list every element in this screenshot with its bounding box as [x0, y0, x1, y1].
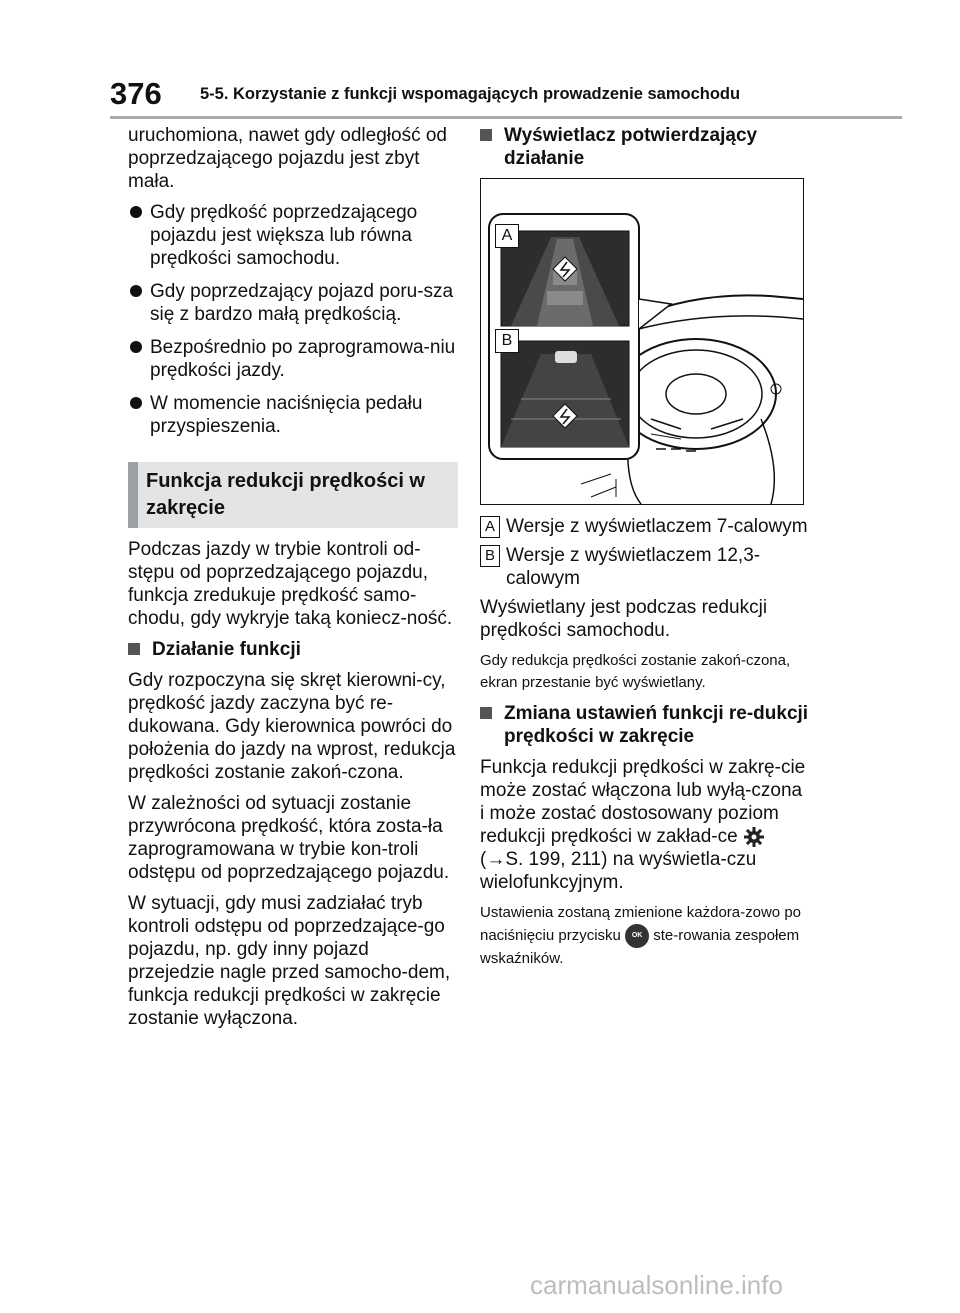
- bullet-item: Gdy prędkość poprzedzającego pojazdu jest większa lub równa prędkości samochodu.: [128, 201, 458, 270]
- subheading: Zmiana ustawień funkcji re-dukcji prędkości w zakręcie: [480, 702, 810, 748]
- note-text: Ustawienia zostaną zmienione każdora-zowo po naciśnięciu przycisku OK ste-rowania zespołem wskaźników.: [480, 904, 802, 967]
- paragraph: Podczas jazdy w trybie kontroli od-stępu od poprzedzającego pojazdu, funkcja zredukuje prędkość samo-chodu, gdy wykryje taką koniecz-ność.: [128, 539, 453, 629]
- section-title: 5-5. Korzystanie z funkcji wspomagających prowadzenie samochodu: [200, 85, 741, 103]
- intro-text: uruchomiona, nawet gdy odległość od poprzedzającego pojazdu jest zbyt mała.: [128, 125, 447, 192]
- bullet-dot-icon: [130, 285, 142, 297]
- label-box: B: [480, 545, 500, 567]
- square-bullet-icon: [480, 129, 492, 141]
- ok-button-icon: OK: [625, 924, 649, 948]
- dashboard-figure: [480, 178, 804, 505]
- label-item: B Wersje z wyświetlaczem 12,3-calowym: [480, 544, 810, 590]
- dashboard-illustration: [481, 179, 803, 504]
- bullet-dot-icon: [130, 397, 142, 409]
- subheading: Wyświetlacz potwierdzający działanie: [480, 124, 810, 170]
- paragraph: Funkcja redukcji prędkości w zakrę-cie może zostać włączona lub wyłą-czona i może zostać dostosowany poziom redukcji prędkości w zakład-ce (→S. 199, 211) na wyświetla-czu wielofunkcyjnym.: [480, 757, 806, 893]
- paragraph: W sytuacji, gdy musi zadziałać tryb kontroli odstępu od poprzedzające-go pojazdu, np. gdy inny pojazd przejedzie nagle przed samocho-dem, funkcja redukcji prędkości w zakręcie zostanie wyłączona.: [128, 893, 451, 1029]
- label-box: A: [480, 516, 500, 538]
- paragraph: W zależności od sytuacji zostanie przywrócona prędkość, która zosta-ła zaprogramowana w trybie kon-troli odstępu od poprzedzającego pojazdu.: [128, 793, 450, 883]
- page-header: [110, 76, 902, 116]
- label-item: A Wersje z wyświetlaczem 7-calowym: [480, 515, 810, 538]
- paragraph: Wyświetlany jest podczas redukcji prędkości samochodu.: [480, 597, 768, 641]
- square-bullet-icon: [128, 643, 140, 655]
- note-text: Gdy redukcja prędkości zostanie zakoń-czona, ekran przestanie być wyświetlany.: [480, 652, 791, 691]
- watermark: carmanualsonline.info: [530, 1270, 783, 1300]
- bullet-dot-icon: [130, 206, 142, 218]
- figure-label-a: A: [495, 224, 519, 248]
- subheading: Działanie funkcji: [128, 638, 458, 661]
- bullet-dot-icon: [130, 341, 142, 353]
- figure-label-b: B: [495, 329, 519, 353]
- bullet-item: W momencie naciśnięcia pedału przyspieszenia.: [128, 392, 458, 438]
- page-number: 376: [110, 76, 162, 111]
- paragraph: Gdy rozpoczyna się skręt kierowni-cy, prędkość jazdy zaczyna być re-dukowana. Gdy kierownica powróci do położenia do jazdy na wprost, redukcja prędkości zostanie zakoń-czona.: [128, 670, 456, 783]
- square-bullet-icon: [480, 707, 492, 719]
- section-box-heading: Funkcja redukcji prędkości w zakręcie: [128, 462, 458, 528]
- bullet-item: Gdy poprzedzający pojazd poru-sza się z bardzo małą prędkością.: [128, 280, 458, 326]
- gear-icon: [743, 826, 765, 848]
- left-column: [128, 124, 458, 1038]
- header-divider: [110, 116, 902, 119]
- bullet-item: Bezpośrednio po zaprogramowa-niu prędkości jazdy.: [128, 336, 458, 382]
- right-column: [480, 124, 810, 978]
